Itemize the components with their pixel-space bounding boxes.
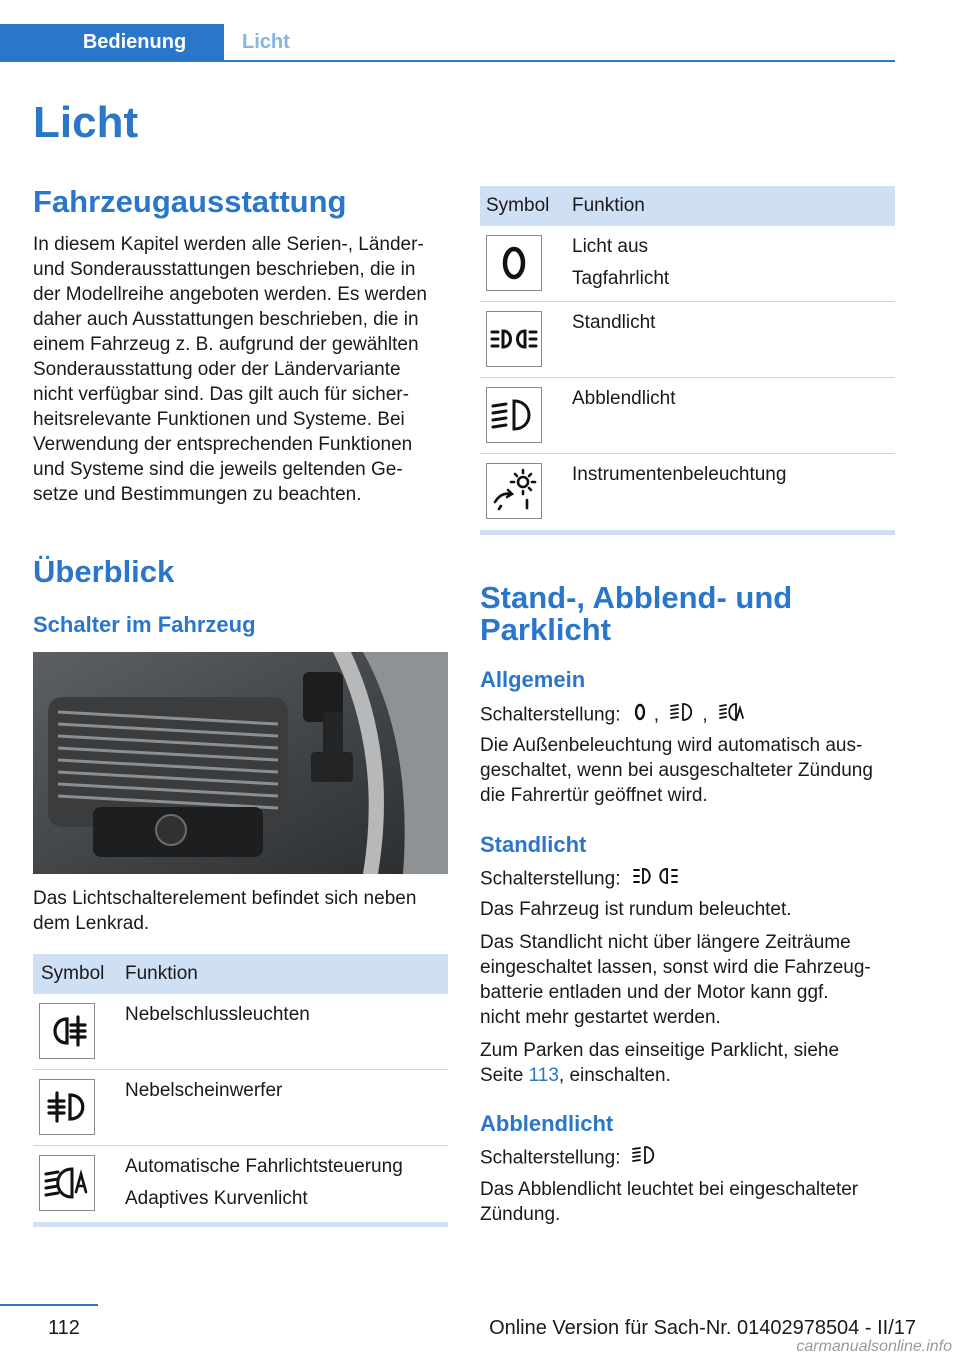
table-row: [480, 454, 895, 530]
heading-stand-abblend-parklicht: Stand-, Abblend- und Parklicht: [480, 580, 793, 647]
function-cell: Nebelschlussleuchten: [125, 1004, 310, 1025]
instrument-lighting-icon: [486, 463, 542, 519]
table-header: [480, 186, 895, 226]
auto-headlight-icon: [39, 1155, 95, 1211]
footer-line: [0, 1304, 98, 1306]
fog-rear-icon: [39, 1003, 95, 1059]
table-row: [33, 1146, 448, 1222]
function-cell: Standlicht: [572, 312, 656, 333]
function-cell: Automatische Fahrlichtsteuerung Adaptives Kurvenlicht: [125, 1156, 403, 1209]
heading-schalter: Schalter im Fahrzeug: [33, 612, 256, 637]
col-symbol: Symbol: [41, 963, 105, 984]
col-function: Funktion: [572, 195, 645, 216]
fog-front-icon: [39, 1079, 95, 1135]
heading-abblendlicht: Abblendlicht: [480, 1111, 614, 1136]
standlicht-info: Das Fahrzeug ist rundum beleuchtet.: [480, 899, 792, 920]
page-title: Licht: [33, 98, 139, 147]
table-row: [480, 226, 895, 302]
col-function: Funktion: [125, 963, 198, 984]
chapter-header: [0, 24, 895, 62]
tab-bedienung[interactable]: Bedienung: [0, 24, 224, 61]
light-switch-photo: [33, 652, 448, 874]
low-beam-icon: [486, 387, 542, 443]
watermark: carmanualsonline.info: [796, 1338, 952, 1355]
symbol-table-left: [33, 954, 448, 1227]
abblend-switch-position: Schalterstellung:: [480, 1144, 900, 1173]
table-row: [480, 302, 895, 378]
function-cell: Licht aus Tagfahrlicht: [572, 236, 670, 289]
light-off-icon: [632, 701, 648, 730]
tab-licht[interactable]: Licht: [242, 31, 290, 53]
page-link-113[interactable]: 113: [528, 1065, 559, 1086]
col-symbol: Symbol: [486, 195, 550, 216]
switch-caption: Das Lichtschalterelement befindet sich neben dem Lenkrad.: [33, 888, 417, 934]
allgemein-paragraph: Die Außenbeleuchtung wird automatisch aus- geschaltet, wenn bei ausgeschalteter Zündung die Fahrertür geöffnet wird.: [480, 735, 873, 806]
table-row: [33, 994, 448, 1070]
version-text: Online Version für Sach-Nr. 01402978504 - II/17: [489, 1317, 916, 1339]
page-number: 112: [48, 1317, 80, 1339]
function-cell: Nebelscheinwerfer: [125, 1080, 283, 1101]
symbol-table-right: [480, 186, 895, 535]
parking-light-icon: [486, 311, 542, 367]
function-cell: Abblendlicht: [572, 388, 676, 409]
parklicht-reference: Zum Parken das einseitige Parklicht, siehe Seite 113, einschalten.: [480, 1040, 840, 1086]
allgemein-switch-position: Schalterstellung: , ,: [480, 701, 900, 730]
heading-standlicht: Standlicht: [480, 832, 587, 857]
fahrzeug-paragraph: In diesem Kapitel werden alle Serien-, Länder- und Sonderausstattungen beschrieben, die in der Modellreihe angeboten werden. Es werden daher auch Ausstattungen beschrieben, die in einem Fahrzeug z. B. aufgrund der gewählten Sonderausstattung oder der Ländervariante nicht verfügbar sind. Das gilt auch für sicher- heitsrelevante Funktionen und Systeme. Bei Verwendung der entsprechenden Funktionen und Systeme sind die jeweils geltenden Ge- setze und Bestimmungen zu beachten.: [33, 234, 427, 505]
heading-allgemein: Allgemein: [480, 667, 586, 692]
standlicht-switch-position: Schalterstellung:: [480, 865, 900, 894]
standlicht-warning: Das Standlicht nicht über längere Zeiträume eingeschaltet lassen, sonst wird die Fahrzeug- batterie entladen und der Motor kann ggf. nicht mehr gestartet werden.: [480, 932, 871, 1028]
low-beam-icon: [670, 701, 696, 730]
table-end: [33, 1222, 448, 1227]
low-beam-icon: [632, 1144, 658, 1173]
table-row: [33, 1070, 448, 1146]
parking-light-icon: [632, 865, 682, 894]
heading-ueberblick: Überblick: [33, 554, 175, 589]
function-cell: Instrumentenbeleuchtung: [572, 464, 787, 485]
light-off-icon: [486, 235, 542, 291]
table-end: [480, 530, 895, 535]
table-header: [33, 954, 448, 994]
table-row: [480, 378, 895, 454]
auto-headlight-icon: [719, 701, 745, 730]
heading-fahrzeugausstattung: Fahrzeugausstattung: [33, 184, 347, 219]
abblend-paragraph: Das Abblendlicht leuchtet bei eingeschalteter Zündung.: [480, 1179, 859, 1225]
